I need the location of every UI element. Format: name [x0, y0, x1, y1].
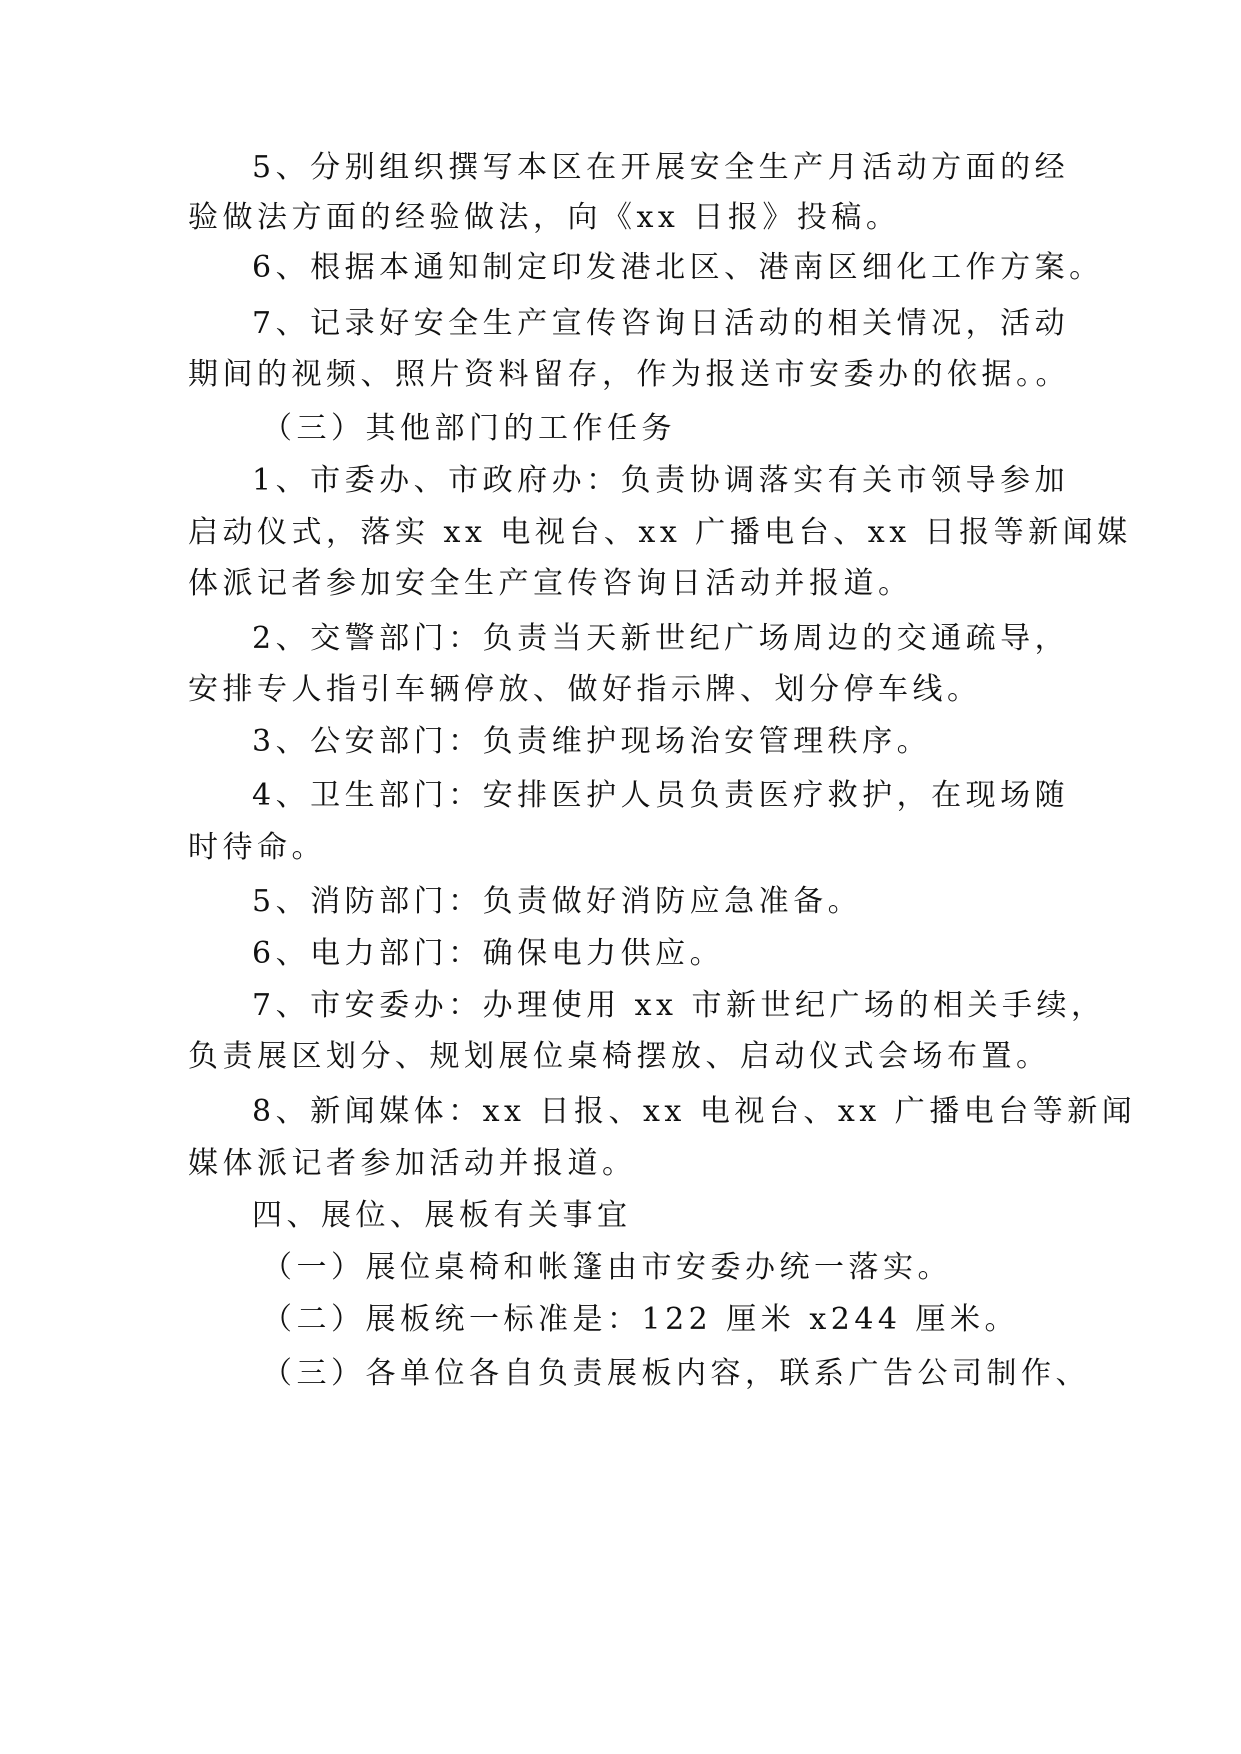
- text-line: 7、市安委办：办理使用 xx 市新世纪广场的相关手续，: [252, 988, 1106, 1023]
- text-line: 2、交警部门：负责当天新世纪广场周边的交通疏导，: [252, 621, 1070, 656]
- text-line: （三）各单位各自负责展板内容，联系广告公司制作、: [262, 1356, 1090, 1391]
- text-line: 媒体派记者参加活动并报道。: [188, 1146, 637, 1181]
- text-line: 3、公安部门：负责维护现场治安管理秩序。: [252, 724, 932, 759]
- text-line: （二）展板统一标准是：122 厘米 x244 厘米。: [262, 1302, 1020, 1337]
- section-heading: 四、展位、展板有关事宜: [252, 1198, 632, 1233]
- section-heading: （三）其他部门的工作任务: [262, 411, 676, 446]
- text-line: 安排专人指引车辆停放、做好指示牌、划分停车线。: [188, 672, 982, 707]
- text-line: （一）展位桌椅和帐篷由市安委办统一落实。: [262, 1250, 952, 1285]
- text-line: 5、分别组织撰写本区在开展安全生产月活动方面的经: [252, 150, 1070, 185]
- text-line: 5、消防部门：负责做好消防应急准备。: [252, 884, 863, 919]
- text-line: 8、新闻媒体：xx 日报、xx 电视台、xx 广播电台等新闻: [252, 1094, 1137, 1129]
- text-line: 体派记者参加安全生产宣传咨询日活动并报道。: [188, 566, 913, 601]
- text-line: 6、根据本通知制定印发港北区、港南区细化工作方案。: [252, 250, 1104, 285]
- text-line: 负责展区划分、规划展位桌椅摆放、启动仪式会场布置。: [188, 1039, 1051, 1074]
- text-line: 启动仪式，落实 xx 电视台、xx 广播电台、xx 日报等新闻媒: [188, 515, 1132, 550]
- text-line: 验做法方面的经验做法，向《xx 日报》投稿。: [188, 200, 901, 235]
- text-line: 6、电力部门：确保电力供应。: [252, 936, 725, 971]
- text-line: 7、记录好安全生产宣传咨询日活动的相关情况，活动: [252, 306, 1070, 341]
- text-line: 期间的视频、照片资料留存，作为报送市安委办的依据。。: [188, 357, 1070, 392]
- text-line: 时待命。: [188, 830, 326, 865]
- text-line: 4、卫生部门：安排医护人员负责医疗救护，在现场随: [252, 778, 1070, 813]
- text-line: 1、市委办、市政府办：负责协调落实有关市领导参加: [252, 463, 1070, 498]
